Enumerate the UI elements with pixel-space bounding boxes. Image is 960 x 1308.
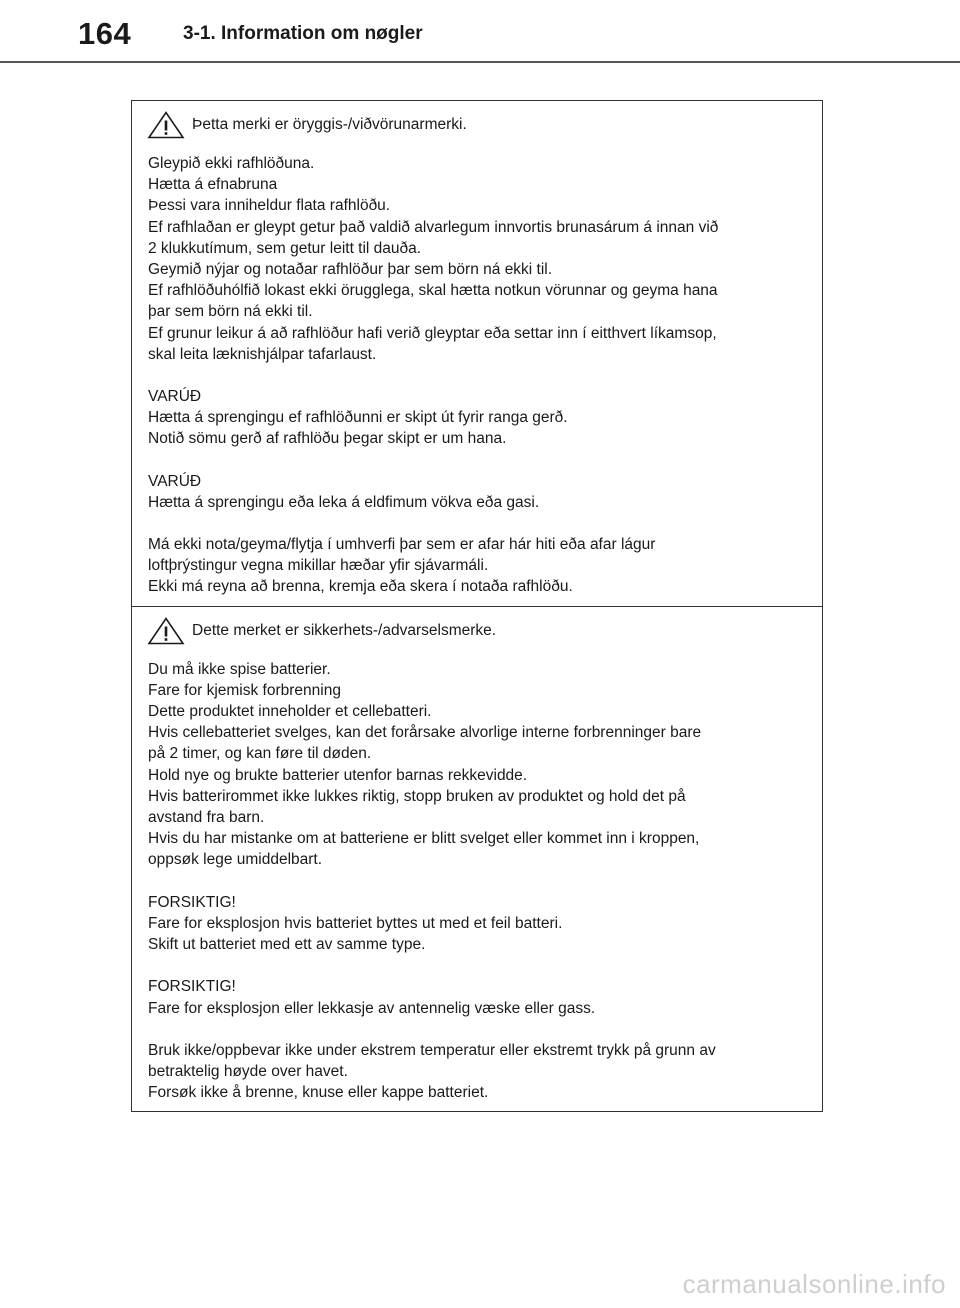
norwegian-paragraph: FORSIKTIG! Fare for eksplosjon eller lekkasje av antennelig væske eller gass.: [148, 978, 596, 1017]
icelandic-heading: Þetta merki er öryggis-/viðvörunarmerki.: [192, 116, 467, 134]
page-number: 164: [78, 16, 132, 51]
norwegian-paragraph: Du må ikke spise batterier. Fare for kjemisk forbrenning Dette produktet inneholder et cellebatteri. Hvis cellebatteriet svelges, kan det forårsake alvorlige interne forbrenninger bare på 2 timer, og kan føre til døden. Hold nye og brukte batterier utenfor barnas rekkevidde. Hvis batterirommet ikke lukkes riktig, stopp bruken av produktet og hold det på avstand fra barn. Hvis du har mistanke om at batteriene er blitt svelget eller kommet inn i kroppen, oppsøk lege umiddelbart.: [148, 660, 702, 869]
norwegian-heading: Dette merket er sikkerhets-/advarselsmerke.: [192, 622, 497, 640]
warning-notice-box: [131, 100, 823, 1112]
norwegian-panel-header: [146, 617, 822, 645]
norwegian-paragraph: FORSIKTIG! Fare for eksplosjon hvis batteriet byttes ut med et feil batteri. Skift ut batteriet med ett av samme type.: [148, 893, 563, 954]
norwegian-warning-panel: [132, 606, 822, 1112]
icelandic-paragraph: Má ekki nota/geyma/flytja í umhverfi þar sem er afar hár hiti eða afar lágur loftþrýstingur vegna mikillar hæðar yfir sjávarmáli. Ekki má reyna að brenna, kremja eða skera í notaða rafhlöðu.: [148, 536, 656, 596]
warning-triangle-icon: [146, 617, 186, 645]
icelandic-paragraph: Gleypið ekki rafhlöðuna. Hætta á efnabruna Þessi vara inniheldur flata rafhlöðu. Ef rafhlaðan er gleypt getur það valdið alvarlegum innvortis brunasárum á innan við 2 klukkutímum, sem getur leitt til dauða. Geymið nýjar og notaðar rafhlöður þar sem börn ná ekki til. Ef rafhlöðuhólfið lokast ekki örugglega, skal hætta notkun vörunnar og geyma hana þar sem börn ná ekki til. Ef grunur leikur á að rafhlöður hafi verið gleyptar eða settar inn í eitthvert líkamsop, skal leita læknishjálpar tafarlaust.: [148, 155, 719, 363]
icelandic-paragraph: VARÚÐ Hætta á sprengingu eða leka á eldfimum vökva eða gasi.: [148, 472, 540, 511]
header-divider: [0, 61, 960, 63]
icelandic-warning-panel: [132, 101, 822, 606]
warning-triangle-icon: [146, 111, 186, 139]
norwegian-paragraph: Bruk ikke/oppbevar ikke under ekstrem temperatur eller ekstremt trykk på grunn av betraktelig høyde over havet. Forsøk ikke å brenne, knuse eller kappe batteriet.: [148, 1041, 716, 1102]
page-header: [0, 0, 960, 62]
icelandic-panel-header: [146, 111, 822, 139]
section-title: 3-1. Information om nøgler: [183, 23, 423, 44]
icelandic-paragraph: VARÚÐ Hætta á sprengingu ef rafhlöðunni er skipt út fyrir ranga gerð. Notið sömu gerð af rafhlöðu þegar skipt er um hana.: [148, 388, 568, 448]
watermark-text: carmanualsonline.info: [682, 1269, 946, 1299]
